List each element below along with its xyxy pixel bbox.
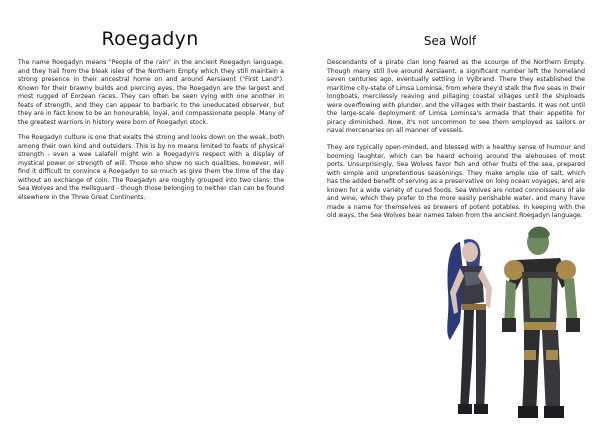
section-title: Sea Wolf bbox=[423, 34, 477, 48]
page-title: Roegadyn bbox=[101, 28, 199, 50]
character-illustration bbox=[420, 222, 600, 422]
paragraph: Descendants of a pirate clan long feared as the scourge of the Northern Empty. Though many still live around Aerslaent, a significant number left the homeland seven centuries ago, eventually settling in Vylbrand. There they established the maritime city-state of Limsa Lominsa, from where they'd stalk the five seas in their longboats, mercilessly reaving and pillaging coastal villages until the shiploads were overflowing with plunder, and the villages with their bastards. It was not until the large-scale deployment of Limsa Lominsa's armada that their appetite for piracy diminished. Now, it's not uncommon to see them employed as sailors or naval mercenaries on all manner of vessels. bbox=[327, 59, 585, 134]
right-page bbox=[300, 0, 600, 424]
paragraph: The name Roegadyn means "People of the rain" in the ancient Roegadyn language, and they hail from the bleak isles of the Northern Empty which they still maintain a strong presence in their ancestral home on and around Aersiaent ("First Land"). Known for their brawny builds and piercing eyes, the Roegadyn are the largest and most rugged of Eorzean races. They can often be seen vying with one another in feats of strength, and they can appear to barbaric to the uneducated observer, but they are in fact know to be an honourable, loyal, and compassionate people. Many of the greatest warriors in history were born of Roegadyn stock. bbox=[18, 59, 284, 126]
male-character-figure bbox=[502, 227, 580, 419]
paragraph: They are typically open-minded, and blessed with a healthy sense of humour and booming laughter, which can be heard echoing around the alehouses of most ports. Unsurprisingly, Sea Wolves favor fish and other fruits of the sea, prepared with simple and unpretentious seasonings. They make ample use of salt, which has the added benefit of serving as a preservative on long ocean voyages, and are known for a wide variety of cured foods. Sea Wolves are noted connoisseurs of ale and wine, which they prefer to the more easily perishable water, and many have made a name for themselves as brewers of potent potables. In keeping with the old ways, the Sea Wolves bear names taken from the ancient Roegadyn language. bbox=[327, 144, 585, 219]
female-character-figure bbox=[447, 239, 492, 414]
paragraph: The Roegadyn culture is one that exalts the strong and looks down on the weak, both among their own kind and outsiders. This is by no means limited to feats of physical strength - even a wee Lalafell might win a Roegadyn's respect with a display of mystical power or strength of will. Those who show no such qualities, however, will find it difficult to convince a Roegadyn to so much as give them the time of the day without an exchange of coin. The Roegadyn are roughly grouped into two clans: the Sea Wolves and the Hellsguard - though those belonging to neither clan can be found elsewhere in the Three Great Continents. bbox=[18, 134, 284, 201]
